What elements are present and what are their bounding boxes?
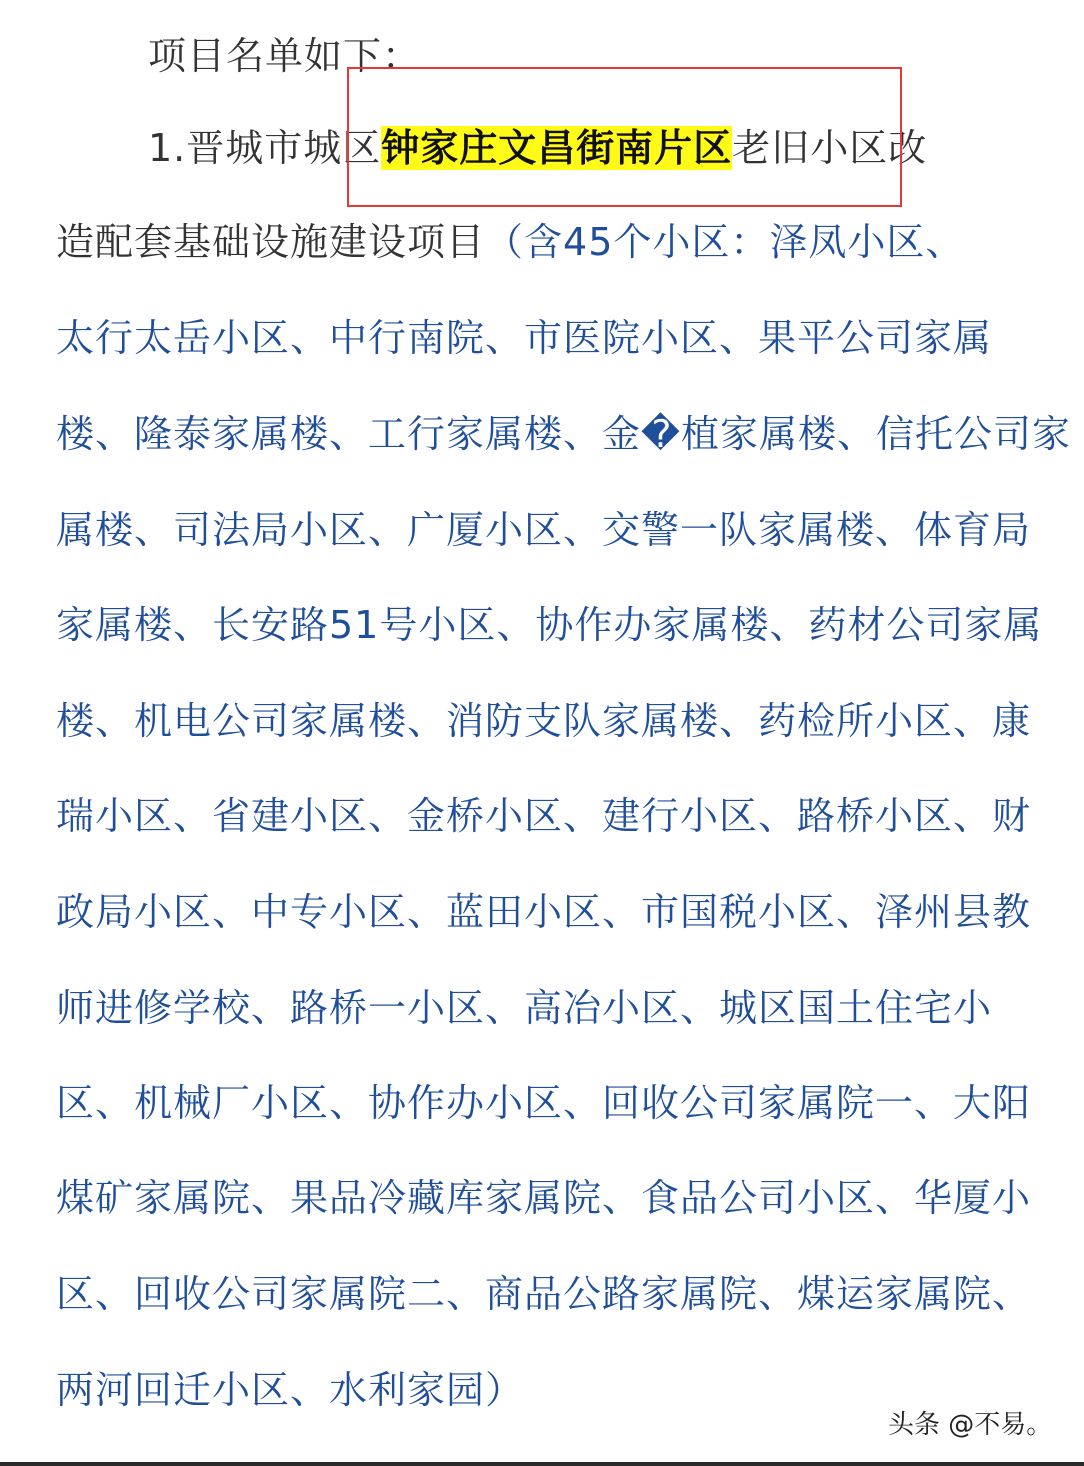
community-list-line: 区、机械厂小区、协作办小区、回收公司家属院一、大阳	[56, 1081, 1032, 1125]
community-list-line: 属楼、司法局小区、广厦小区、交警一队家属楼、体育局	[56, 508, 1032, 552]
community-list-line: 太行太岳小区、中行南院、市医院小区、果平公司家属	[56, 316, 993, 360]
item-1-second-line	[56, 218, 964, 266]
community-list-line: 煤矿家属院、果品冷藏库家属院、食品公司小区、华厦小	[56, 1176, 1032, 1220]
community-list-line: 楼、机电公司家属楼、消防支队家属楼、药检所小区、康	[56, 699, 1032, 743]
heading: 项目名单如下：	[148, 34, 422, 78]
community-list-line: 楼、隆泰家属楼、工行家属楼、金�植家属楼、信托公司家	[56, 412, 1071, 456]
community-list-line: 政局小区、中专小区、蓝田小区、市国税小区、泽州县教	[56, 890, 1032, 934]
item-1-project-name-end: 造配套基础设施建设项目	[56, 220, 486, 264]
highlighted-area-name: 钟家庄文昌街南片区	[381, 126, 733, 170]
item-1-suffix: 老旧小区改	[732, 126, 928, 170]
community-list-line: 师进修学校、路桥一小区、高冶小区、城区国土住宅小	[56, 986, 993, 1030]
bottom-border	[0, 1462, 1084, 1466]
item-1-list-intro: （含45个小区：泽凤小区、	[485, 220, 965, 264]
community-list-line: 家属楼、长安路51号小区、协作办家属楼、药材公司家属	[56, 603, 1043, 647]
watermark: 头条 @不易。	[888, 1410, 1053, 1440]
community-list-line: 瑞小区、省建小区、金桥小区、建行小区、路桥小区、财	[56, 794, 1032, 838]
item-1-prefix: 1.晋城市城区	[148, 126, 382, 170]
community-list-line: 区、回收公司家属院二、商品公路家属院、煤运家属院、	[56, 1272, 1032, 1316]
community-list-line: 两河回迁小区、水利家园）	[56, 1368, 525, 1412]
item-1-title-line	[148, 124, 927, 172]
